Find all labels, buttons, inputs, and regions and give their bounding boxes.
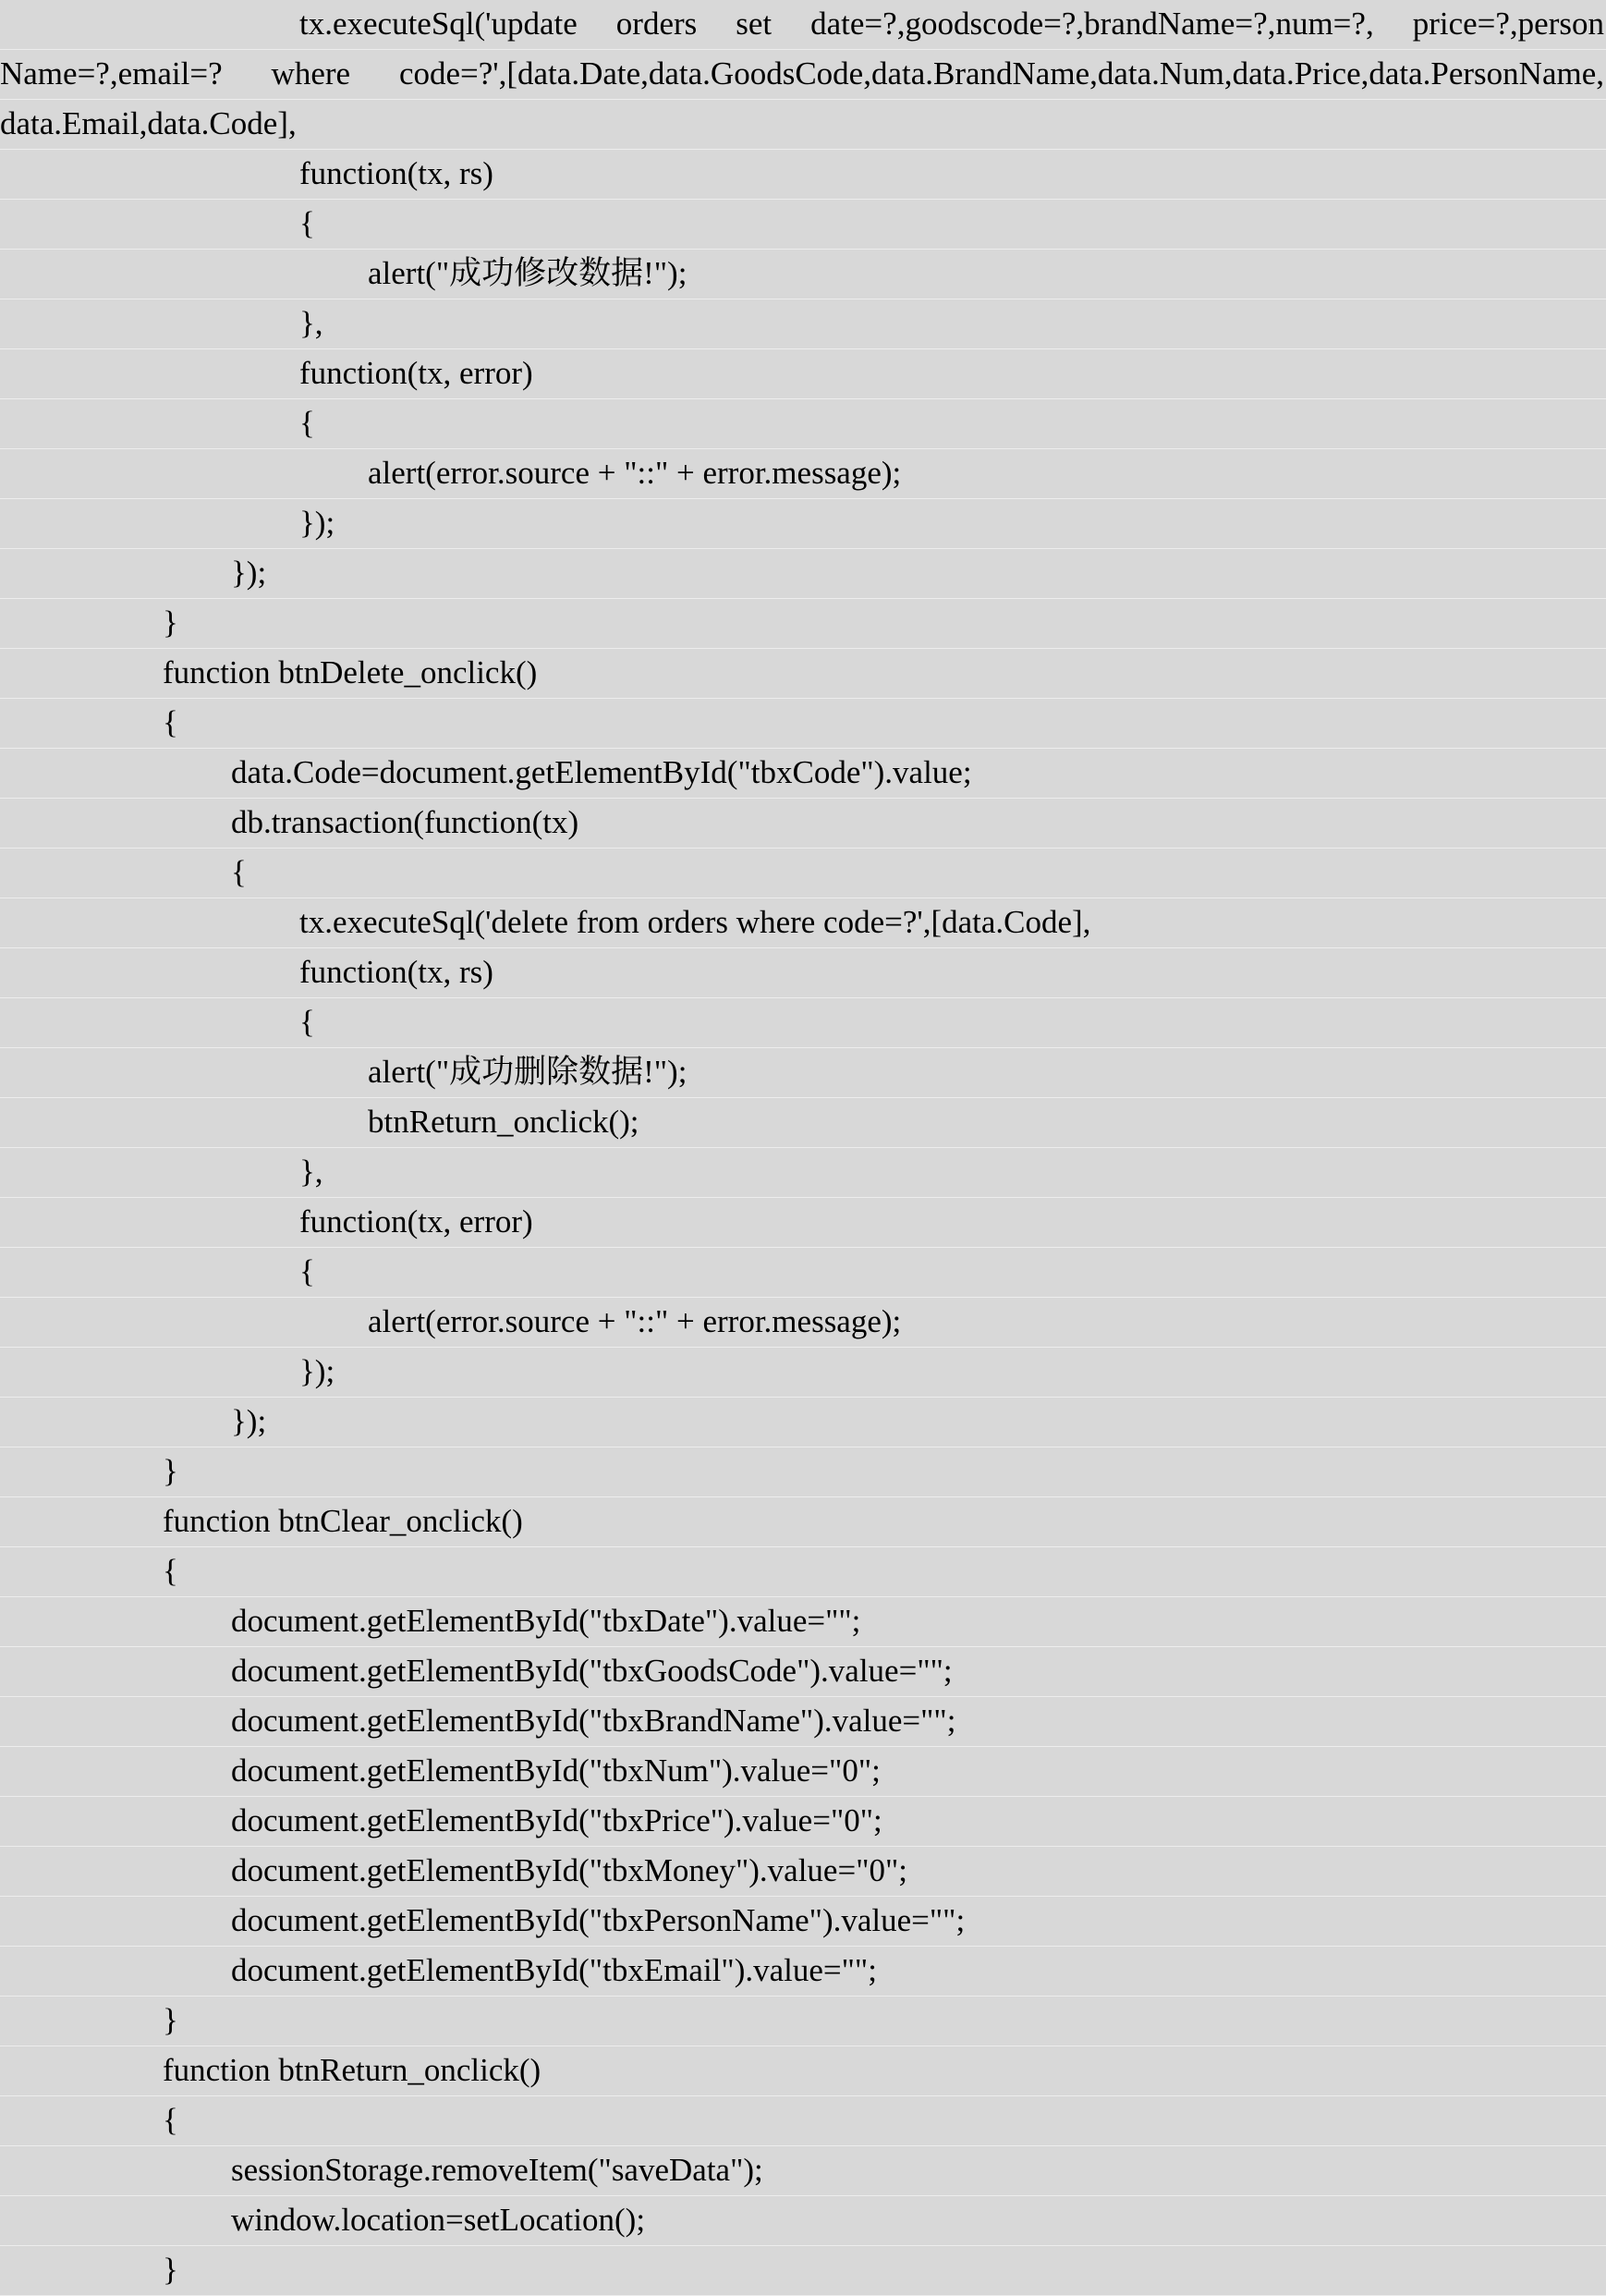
code-line <box>0 799 1606 849</box>
code-text: function btnReturn_onclick() <box>163 2052 541 2088</box>
code-text: { <box>163 704 178 740</box>
code-text: }); <box>299 505 335 541</box>
code-text: } <box>163 2252 178 2288</box>
code-line <box>0 299 1606 349</box>
code-line <box>0 250 1606 299</box>
code-line <box>0 0 1606 50</box>
code-text: document.getElementById("tbxBrandName").value=""; <box>231 1703 956 1739</box>
code-line <box>0 749 1606 799</box>
code-text: alert(error.source + "::" + error.message); <box>368 455 902 491</box>
code-text: alert(error.source + "::" + error.message); <box>368 1303 902 1339</box>
code-text: data.Code=document.getElementById("tbxCode").value; <box>231 754 972 790</box>
code-line <box>0 100 1606 150</box>
code-line <box>0 1447 1606 1497</box>
code-line <box>0 1597 1606 1647</box>
code-line <box>0 2246 1606 2296</box>
code-text: { <box>299 1004 315 1040</box>
code-text: tx.executeSql('update orders set date=?,goodscode=?,brandName=?,num=?, price=?,person <box>299 6 1604 42</box>
code-text: document.getElementById("tbxNum").value="0"; <box>231 1753 881 1789</box>
code-text: window.location=setLocation(); <box>231 2202 646 2238</box>
code-text: } <box>163 2002 178 2038</box>
code-line <box>0 2046 1606 2096</box>
code-text: function(tx, rs) <box>299 155 493 191</box>
code-text: document.getElementById("tbxPersonName").value=""; <box>231 1902 966 1938</box>
code-line <box>0 1398 1606 1447</box>
code-line <box>0 150 1606 200</box>
code-line <box>0 1298 1606 1348</box>
code-text: btnReturn_onclick(); <box>368 1104 639 1140</box>
code-line <box>0 1897 1606 1947</box>
code-text: } <box>163 605 178 641</box>
code-text: function btnClear_onclick() <box>163 1503 523 1539</box>
code-line <box>0 649 1606 699</box>
code-text: document.getElementById("tbxGoodsCode").value=""; <box>231 1653 953 1689</box>
code-line <box>0 1797 1606 1847</box>
code-line <box>0 1497 1606 1547</box>
code-line <box>0 1248 1606 1298</box>
code-line <box>0 1198 1606 1248</box>
code-line <box>0 2196 1606 2246</box>
code-line <box>0 1547 1606 1597</box>
code-text: { <box>163 1553 178 1589</box>
code-line <box>0 1747 1606 1797</box>
code-line <box>0 2146 1606 2196</box>
code-line <box>0 50 1606 100</box>
code-line <box>0 898 1606 948</box>
code-line <box>0 549 1606 599</box>
code-text: { <box>231 854 247 890</box>
code-line <box>0 1997 1606 2046</box>
code-line <box>0 399 1606 449</box>
code-text: db.transaction(function(tx) <box>231 804 579 840</box>
code-line <box>0 948 1606 998</box>
code-text: }, <box>299 305 323 341</box>
code-text: document.getElementById("tbxMoney").value="0"; <box>231 1852 907 1888</box>
code-line <box>0 449 1606 499</box>
code-text: }); <box>231 555 267 591</box>
code-text: alert("成功删除数据!"); <box>368 1054 687 1090</box>
code-line <box>0 1697 1606 1747</box>
code-line <box>0 349 1606 399</box>
code-text: { <box>163 2102 178 2138</box>
code-line <box>0 1847 1606 1897</box>
code-text: }); <box>299 1353 335 1389</box>
code-text: Name=?,email=? where code=?',[data.Date,data.GoodsCode,data.BrandName,data.Num,data.Price,data.PersonName, <box>0 55 1604 92</box>
code-text: function(tx, rs) <box>299 954 493 990</box>
code-text: document.getElementById("tbxPrice").value="0"; <box>231 1802 882 1838</box>
code-line <box>0 1947 1606 1997</box>
code-text: document.getElementById("tbxEmail").value=""; <box>231 1952 877 1988</box>
code-line <box>0 699 1606 749</box>
code-text: document.getElementById("tbxDate").value=""; <box>231 1603 861 1639</box>
code-text: } <box>163 1453 178 1489</box>
code-line <box>0 599 1606 649</box>
code-text: { <box>299 405 315 441</box>
code-line <box>0 1647 1606 1697</box>
code-line <box>0 200 1606 250</box>
code-text: sessionStorage.removeItem("saveData"); <box>231 2152 763 2188</box>
code-text: }); <box>231 1403 267 1439</box>
code-line <box>0 499 1606 549</box>
code-line <box>0 1348 1606 1398</box>
code-line <box>0 849 1606 898</box>
code-text: data.Email,data.Code], <box>0 105 297 141</box>
code-text: function(tx, error) <box>299 1203 533 1240</box>
code-text: function btnDelete_onclick() <box>163 654 538 690</box>
code-text: { <box>299 205 315 241</box>
code-text: { <box>299 1253 315 1289</box>
code-text: tx.executeSql('delete from orders where code=?',[data.Code], <box>299 904 1091 940</box>
code-line <box>0 998 1606 1048</box>
code-line <box>0 1148 1606 1198</box>
code-text: function(tx, error) <box>299 355 533 391</box>
code-line <box>0 1048 1606 1098</box>
code-line <box>0 2096 1606 2146</box>
code-text: }, <box>299 1154 323 1190</box>
code-text: alert("成功修改数据!"); <box>368 255 687 291</box>
code-line <box>0 1098 1606 1148</box>
